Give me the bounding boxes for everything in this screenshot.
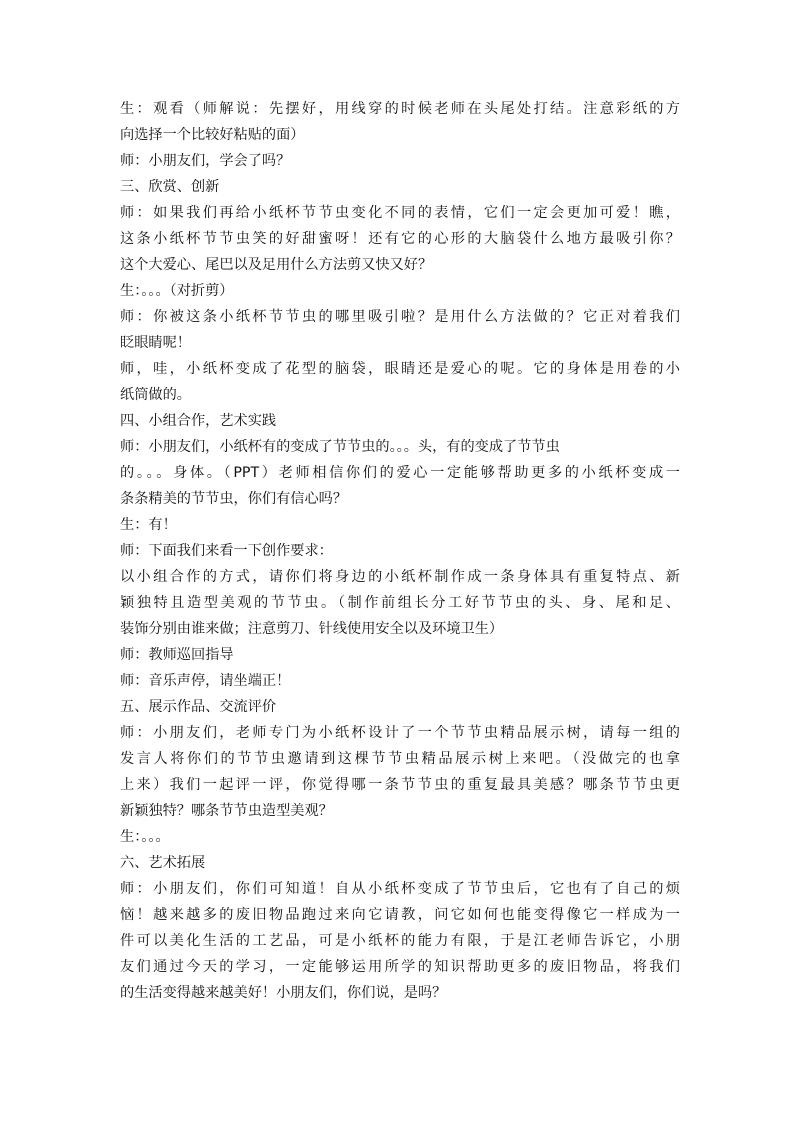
section-heading: 五、展示作品、交流评价 — [120, 699, 277, 715]
text-line: 的生活变得越来越美好！小朋友们，你们说，是吗？ — [120, 985, 447, 1001]
text-line: 恼！越来越多的废旧物品跑过来向它请教，问它如何也能变得像它一样成为一 — [120, 907, 680, 923]
text-line: 件可以美化生活的工艺品，可是小纸杯的能力有限，于是江老师告诉它，小朋 — [120, 933, 680, 949]
text-line: 这个大爱心、尾巴以及足用什么方法剪又快又好？ — [120, 257, 433, 273]
text-line: 生：观看（师解说：先摆好，用线穿的时候老师在头尾处打结。注意彩纸的方 — [120, 101, 680, 117]
text-line: 生：。。。 — [120, 829, 170, 845]
text-line: 生：。。。（对折剪） — [120, 283, 234, 299]
text-line: 师：下面我们来看一下创作要求： — [120, 543, 333, 559]
text-line: 生：有！ — [120, 517, 177, 533]
text-line: 友们通过今天的学习，一定能够运用所学的知识帮助更多的废旧物品，将我们 — [120, 959, 680, 975]
text-line: 颖独特且造型美观的节节虫。（制作前组长分工好节节虫的头、身、尾和足、 — [120, 595, 680, 611]
text-line: 上来）我们一起评一评，你觉得哪一条节节虫的重复最具美感？哪条节节虫更 — [120, 777, 680, 793]
text-line: 向选择一个比较好粘贴的面） — [120, 127, 305, 143]
text-line: 发言人将你们的节节虫邀请到这棵节节虫精品展示树上来吧。（没做完的也拿 — [120, 751, 680, 767]
text-line: 以小组合作的方式，请你们将身边的小纸杯制作成一条身体具有重复特点、新 — [120, 569, 680, 585]
text-line: 师，哇，小纸杯变成了花型的脑袋，眼睛还是爱心的呢。它的身体是用卷的小 — [120, 361, 680, 377]
section-heading: 三、欣赏、创新 — [120, 179, 220, 195]
text-line: 师：小朋友们，小纸杯有的变成了节节虫的。。。头，有的变成了节节虫 — [120, 439, 560, 455]
text-line: 师：如果我们再给小纸杯节节虫变化不同的表情，它们一定会更加可爱！瞧， — [120, 205, 680, 221]
text-line: 纸筒做的。 — [120, 387, 191, 403]
text-line: 装饰分别由谁来做；注意剪刀、针线使用安全以及环境卫生） — [120, 621, 504, 637]
text-line: 眨眼睛呢！ — [120, 335, 191, 351]
text-line: 的。。。身体。（PPT）老师相信你们的爱心一定能够帮助更多的小纸杯变成一 — [120, 465, 680, 481]
text-line: 新颖独特？哪条节节虫造型美观？ — [120, 803, 333, 819]
text-line: 师：小朋友们，你们可知道！自从小纸杯变成了节节虫后，它也有了自己的烦 — [120, 881, 680, 897]
text-line: 这条小纸杯节节虫笑的好甜蜜呀！还有它的心形的大脑袋什么地方最吸引你？ — [120, 231, 680, 247]
text-line: 师：你被这条小纸杯节节虫的哪里吸引啦？是用什么方法做的？它正对着我们 — [120, 309, 680, 325]
text-line: 师：教师巡回指导 — [120, 647, 234, 663]
text-line: 师：音乐声停，请坐端正！ — [120, 673, 291, 689]
document-body — [120, 96, 680, 1006]
text-line: 条条精美的节节虫，你们有信心吗？ — [120, 491, 348, 507]
section-heading: 六、艺术拓展 — [120, 855, 206, 871]
text-line: 师：小朋友们，老师专门为小纸杯设计了一个节节虫精品展示树，请每一组的 — [120, 725, 680, 741]
text-line: 师：小朋友们，学会了吗？ — [120, 153, 291, 169]
section-heading: 四、小组合作，艺术实践 — [120, 413, 277, 429]
